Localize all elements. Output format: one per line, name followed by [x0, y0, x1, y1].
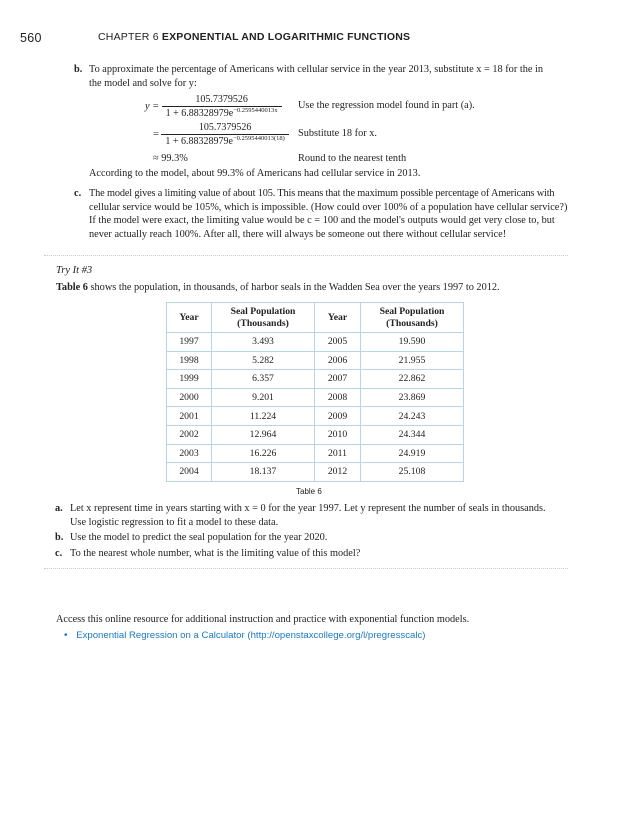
table-row	[167, 388, 464, 407]
table-cell: 2005	[315, 333, 361, 352]
equation-2-den-base: 1 + 6.88328979e	[165, 136, 233, 147]
table-cell: 24.919	[361, 444, 464, 463]
question-c-line1: To the nearest whole number, what is the limiting value of this model?	[70, 548, 361, 559]
header-year-1: Year	[167, 303, 212, 333]
table-cell: 12.964	[212, 425, 315, 444]
table-cell: 2001	[167, 407, 212, 426]
part-c-label: c.	[74, 188, 82, 199]
table-cell: 21.955	[361, 351, 464, 370]
table-cell: 25.108	[361, 463, 464, 482]
table-cell: 11.224	[212, 407, 315, 426]
try-it-title: Try It #3	[56, 265, 93, 276]
part-b-line2: the model and solve for y:	[89, 77, 197, 89]
equation-3-note: Round to the nearest tenth	[298, 153, 407, 164]
part-c-line4: never actually reach 100%. After all, there will always be someone out there without cellular service!	[89, 228, 507, 240]
table-cell: 9.201	[212, 388, 315, 407]
table-cell: 2007	[315, 370, 361, 389]
table-cell: 2004	[167, 463, 212, 482]
question-a-label: a.	[55, 503, 63, 514]
table-cell: 16.226	[212, 444, 315, 463]
equation-3-lhs: ≈ 99.3%	[153, 153, 188, 164]
question-a	[55, 502, 570, 529]
table-cell: 3.493	[212, 333, 315, 352]
table-cell: 2003	[167, 444, 212, 463]
equation-2-lhs: =	[153, 129, 159, 141]
question-c-label: c.	[55, 548, 63, 559]
header-population-2: Seal Population (Thousands)	[361, 303, 464, 333]
equation-2-numerator: 105.7379526	[198, 122, 252, 133]
bullet-icon: •	[64, 630, 68, 641]
equation-1-fraction	[162, 94, 282, 120]
table-row	[167, 407, 464, 426]
table-cell: 1999	[167, 370, 212, 389]
equation-1-note: Use the regression model found in part (a).	[298, 100, 475, 111]
table-row	[167, 333, 464, 352]
table-row	[167, 351, 464, 370]
resource-link-item	[64, 630, 425, 641]
table-cell: 6.357	[212, 370, 315, 389]
equation-1-numerator: 105.7379526	[195, 94, 248, 105]
question-b-line1: Use the model to predict the seal population for the year 2020.	[70, 532, 328, 543]
try-it-intro	[56, 281, 500, 295]
question-b-label: b.	[55, 532, 64, 543]
page-number: 560	[20, 31, 42, 45]
part-b-label: b.	[74, 64, 83, 75]
table-cell: 19.590	[361, 333, 464, 352]
table-reference: Table 6	[56, 282, 88, 293]
table-cell: 1997	[167, 333, 212, 352]
equation-1	[145, 94, 282, 120]
equation-2	[153, 122, 289, 148]
question-a-line1: Let x represent time in years starting with x = 0 for the year 1997. Let y represent the number of seals in thousands.	[70, 503, 546, 514]
table-cell: 24.344	[361, 425, 464, 444]
table-cell: 2009	[315, 407, 361, 426]
part-b-text	[74, 63, 579, 90]
question-a-line2: Use logistic regression to fit a model to these data.	[70, 516, 279, 528]
table-cell: 5.282	[212, 351, 315, 370]
section-divider-bottom	[44, 568, 568, 569]
equation-2-note: Substitute 18 for x.	[298, 128, 377, 139]
seal-population-table	[166, 302, 464, 482]
table-cell: 2002	[167, 425, 212, 444]
table-cell: 2006	[315, 351, 361, 370]
table-cell: 1998	[167, 351, 212, 370]
table-cell: 24.243	[361, 407, 464, 426]
table-row	[167, 370, 464, 389]
equation-2-denominator	[161, 134, 288, 148]
part-b-line1: To approximate the percentage of Americans with cellular service in the year 2013, substitute x = 18 for the in	[89, 64, 543, 75]
table-cell: 2000	[167, 388, 212, 407]
try-it-intro-text: shows the population, in thousands, of harbor seals in the Wadden Sea over the years 1997 to 2012.	[87, 282, 500, 293]
part-c-line2: cellular service would be 105%, which is impossible. (How could over 100% of a population have cellular service?)	[89, 201, 568, 213]
equation-1-lhs: y =	[145, 101, 160, 113]
part-b-conclusion: According to the model, about 99.3% of Americans had cellular service in 2013.	[89, 168, 421, 179]
table-row	[167, 425, 464, 444]
resource-link[interactable]: Exponential Regression on a Calculator (http://openstaxcollege.org/l/pregresscalc)	[76, 630, 426, 641]
equation-2-fraction	[161, 122, 288, 148]
part-c-line3: If the model were exact, the limiting value would be c = 100 and the model's outputs would get very close to, but	[89, 215, 555, 227]
section-divider-top	[44, 255, 568, 256]
table-cell: 2010	[315, 425, 361, 444]
resource-intro: Access this online resource for additional instruction and practice with exponential function models.	[56, 614, 470, 625]
table-cell: 23.869	[361, 388, 464, 407]
chapter-title: EXPONENTIAL AND LOGARITHMIC FUNCTIONS	[161, 31, 411, 43]
table-cell: 18.137	[212, 463, 315, 482]
equation-1-exponent: −0.2595440013x	[233, 107, 278, 114]
equation-2-exponent: −0.2595440013(18)	[232, 135, 285, 142]
table-cell: 22.862	[361, 370, 464, 389]
equation-1-den-base: 1 + 6.88328979e	[165, 108, 234, 119]
part-c-line1: The model gives a limiting value of about 105. This means that the maximum possible percentage of Americans with	[89, 188, 555, 199]
question-b	[55, 531, 570, 545]
table-row	[167, 444, 464, 463]
table-row	[167, 463, 464, 482]
table-cell: 2008	[315, 388, 361, 407]
chapter-header	[98, 31, 410, 43]
table-header-row	[167, 303, 464, 333]
header-year-2: Year	[315, 303, 361, 333]
chapter-prefix: CHAPTER 6	[98, 31, 159, 43]
table-cell: 2012	[315, 463, 361, 482]
table-cell: 2011	[315, 444, 361, 463]
header-population-1: Seal Population (Thousands)	[212, 303, 315, 333]
question-c	[55, 547, 570, 561]
part-c-text	[74, 187, 579, 241]
table-caption: Table 6	[296, 487, 322, 496]
equation-1-denominator	[162, 106, 282, 120]
